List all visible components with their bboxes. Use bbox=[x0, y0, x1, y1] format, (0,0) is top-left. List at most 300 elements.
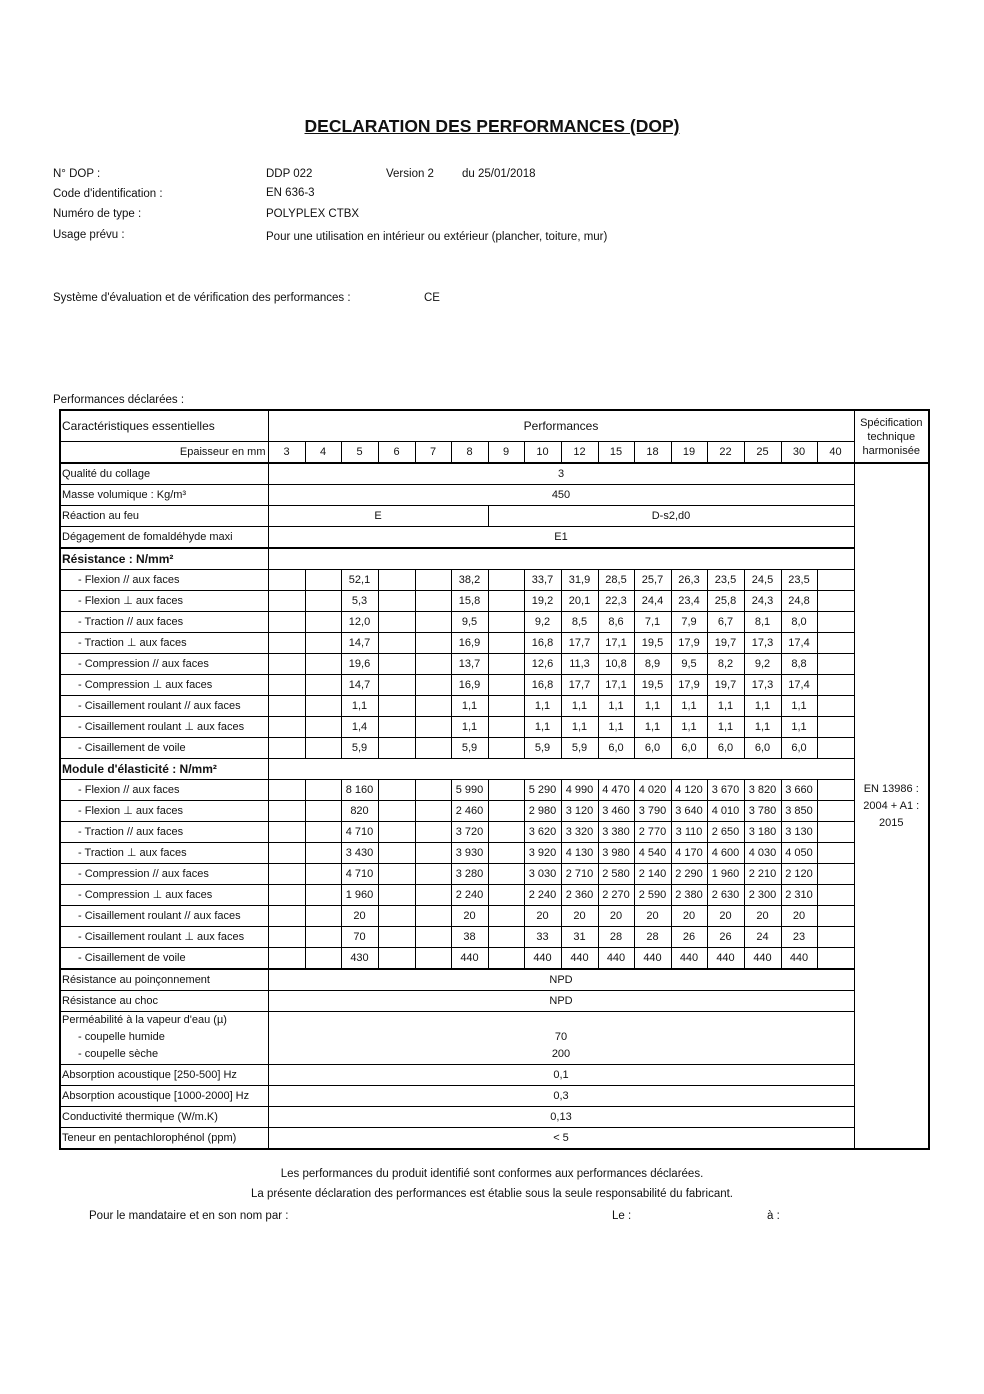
value-cell: 1,1 bbox=[744, 717, 781, 738]
value-cell: 5,9 bbox=[524, 738, 561, 759]
collage-label: Qualité du collage bbox=[60, 463, 268, 485]
value-cell: 1,1 bbox=[451, 696, 488, 717]
value-cell: 3 790 bbox=[634, 801, 671, 822]
thickness-header: 19 bbox=[671, 442, 707, 464]
value-cell: 440 bbox=[524, 948, 561, 970]
value-cell: 1,1 bbox=[707, 696, 744, 717]
value-cell bbox=[817, 696, 854, 717]
value-cell: 17,4 bbox=[781, 633, 817, 654]
value-cell: 20 bbox=[598, 906, 634, 927]
value-cell bbox=[415, 591, 451, 612]
feu-label: Réaction au feu bbox=[60, 506, 268, 527]
thickness-header: 5 bbox=[341, 442, 378, 464]
thickness-header: 15 bbox=[598, 442, 634, 464]
value-cell bbox=[817, 591, 854, 612]
value-cell: 20 bbox=[744, 906, 781, 927]
value-cell: 20 bbox=[451, 906, 488, 927]
value-cell: 17,9 bbox=[671, 675, 707, 696]
value-cell: 16,9 bbox=[451, 675, 488, 696]
value-cell: 16,9 bbox=[451, 633, 488, 654]
value-cell: 6,0 bbox=[671, 738, 707, 759]
value-cell: 3 030 bbox=[524, 864, 561, 885]
value-cell: 8,5 bbox=[561, 612, 598, 633]
value-cell: 9,5 bbox=[671, 654, 707, 675]
value-cell: 440 bbox=[781, 948, 817, 970]
value-cell: 19,7 bbox=[707, 633, 744, 654]
value-cell bbox=[305, 696, 341, 717]
value-cell bbox=[378, 906, 415, 927]
value-cell: 16,8 bbox=[524, 675, 561, 696]
value-cell: 2 240 bbox=[451, 885, 488, 906]
value-cell: 1,1 bbox=[561, 717, 598, 738]
acoustique-high-label: Absorption acoustique [1000-2000] Hz bbox=[60, 1086, 268, 1107]
value-cell bbox=[817, 822, 854, 843]
value-cell: 5 290 bbox=[524, 780, 561, 801]
resistance-section-spacer bbox=[268, 548, 854, 570]
value-cell: 14,7 bbox=[341, 633, 378, 654]
value-cell: 4 130 bbox=[561, 843, 598, 864]
value-cell bbox=[378, 927, 415, 948]
value-cell bbox=[415, 780, 451, 801]
value-cell: 820 bbox=[341, 801, 378, 822]
value-cell: 5 990 bbox=[451, 780, 488, 801]
value-cell: 440 bbox=[671, 948, 707, 970]
footer-conformity: Les performances du produit identifié sont conformes aux performances déclarées. bbox=[280, 1168, 704, 1180]
value-cell: 8,9 bbox=[634, 654, 671, 675]
value-cell: 19,7 bbox=[707, 675, 744, 696]
value-cell bbox=[488, 675, 524, 696]
resistance-section-title: Résistance : N/mm² bbox=[60, 548, 268, 570]
value-cell: 17,1 bbox=[598, 633, 634, 654]
table-row bbox=[60, 738, 929, 759]
value-cell bbox=[488, 654, 524, 675]
dop-value: DDP 022 bbox=[266, 168, 313, 180]
thickness-label: Epaisseur en mm bbox=[60, 442, 268, 464]
value-cell: 4 600 bbox=[707, 843, 744, 864]
value-cell: 11,3 bbox=[561, 654, 598, 675]
value-cell bbox=[817, 864, 854, 885]
value-cell: 17,7 bbox=[561, 633, 598, 654]
value-cell: 3 430 bbox=[341, 843, 378, 864]
value-cell bbox=[488, 822, 524, 843]
value-cell: 24 bbox=[744, 927, 781, 948]
value-cell bbox=[378, 591, 415, 612]
masse-value: 450 bbox=[268, 485, 854, 506]
value-cell bbox=[415, 612, 451, 633]
value-cell bbox=[415, 843, 451, 864]
value-cell: 20 bbox=[781, 906, 817, 927]
value-cell: 2 120 bbox=[781, 864, 817, 885]
humide-label: - coupelle humide bbox=[78, 1031, 165, 1043]
table-row bbox=[60, 570, 929, 591]
value-cell: 2 300 bbox=[744, 885, 781, 906]
formaldehyde-value: E1 bbox=[268, 527, 854, 549]
value-cell bbox=[415, 885, 451, 906]
value-cell: 1,4 bbox=[341, 717, 378, 738]
humide-value: 70 bbox=[554, 1031, 568, 1043]
code-label: Code d'identification : bbox=[53, 188, 163, 200]
value-cell: 1,1 bbox=[744, 696, 781, 717]
value-cell bbox=[305, 780, 341, 801]
value-cell: 1 960 bbox=[707, 864, 744, 885]
value-cell bbox=[817, 843, 854, 864]
value-cell: 440 bbox=[561, 948, 598, 970]
value-cell: 8,8 bbox=[781, 654, 817, 675]
value-cell bbox=[268, 654, 305, 675]
value-cell bbox=[305, 633, 341, 654]
value-cell: 2 770 bbox=[634, 822, 671, 843]
value-cell: 70 bbox=[341, 927, 378, 948]
type-label: Numéro de type : bbox=[53, 208, 142, 220]
value-cell: 12,6 bbox=[524, 654, 561, 675]
thickness-header: 25 bbox=[744, 442, 781, 464]
value-cell: 3 920 bbox=[524, 843, 561, 864]
value-cell: 20 bbox=[341, 906, 378, 927]
formaldehyde-label: Dégagement de fomaldéhyde maxi bbox=[60, 527, 268, 549]
value-cell: 25,8 bbox=[707, 591, 744, 612]
value-cell: 3 850 bbox=[781, 801, 817, 822]
value-cell: 17,3 bbox=[744, 675, 781, 696]
value-cell: 1,1 bbox=[524, 696, 561, 717]
value-cell: 20 bbox=[671, 906, 707, 927]
value-cell bbox=[817, 717, 854, 738]
value-cell: 28,5 bbox=[598, 570, 634, 591]
value-cell: 6,0 bbox=[634, 738, 671, 759]
value-cell bbox=[817, 927, 854, 948]
value-cell: 24,3 bbox=[744, 591, 781, 612]
value-cell: 31 bbox=[561, 927, 598, 948]
value-cell: 1,1 bbox=[671, 717, 707, 738]
value-cell: 26,3 bbox=[671, 570, 707, 591]
value-cell: 6,0 bbox=[598, 738, 634, 759]
col-characteristics-header: Caractéristiques essentielles bbox=[60, 410, 268, 442]
value-cell: 12,0 bbox=[341, 612, 378, 633]
value-cell: 5,3 bbox=[341, 591, 378, 612]
system-value: CE bbox=[424, 292, 440, 304]
value-cell: 8,1 bbox=[744, 612, 781, 633]
value-cell bbox=[305, 927, 341, 948]
value-cell bbox=[378, 738, 415, 759]
dop-version: Version 2 bbox=[386, 168, 434, 180]
vapeur-cell bbox=[60, 1012, 268, 1065]
value-cell: 3 620 bbox=[524, 822, 561, 843]
value-cell bbox=[268, 927, 305, 948]
thickness-header: 18 bbox=[634, 442, 671, 464]
value-cell bbox=[817, 906, 854, 927]
value-cell bbox=[488, 927, 524, 948]
dop-date: du 25/01/2018 bbox=[462, 168, 536, 180]
value-cell bbox=[817, 633, 854, 654]
thickness-header: 40 bbox=[817, 442, 854, 464]
table-row bbox=[60, 780, 929, 801]
thermique-label: Conductivité thermique (W/m.K) bbox=[60, 1107, 268, 1128]
value-cell bbox=[378, 843, 415, 864]
value-cell: 2 140 bbox=[634, 864, 671, 885]
value-cell bbox=[268, 633, 305, 654]
acoustique-low-value: 0,1 bbox=[268, 1065, 854, 1086]
value-cell: 52,1 bbox=[341, 570, 378, 591]
value-cell bbox=[305, 906, 341, 927]
value-cell: 28 bbox=[634, 927, 671, 948]
value-cell: 2 630 bbox=[707, 885, 744, 906]
collage-value: 3 bbox=[268, 463, 854, 485]
seche-label: - coupelle sèche bbox=[78, 1048, 159, 1060]
value-cell: 33,7 bbox=[524, 570, 561, 591]
table-row bbox=[60, 885, 929, 906]
dop-label: N° DOP : bbox=[53, 168, 101, 180]
value-cell: 14,7 bbox=[341, 675, 378, 696]
value-cell: 440 bbox=[598, 948, 634, 970]
value-cell: 2 580 bbox=[598, 864, 634, 885]
value-cell: 6,7 bbox=[707, 612, 744, 633]
value-cell: 26 bbox=[707, 927, 744, 948]
value-cell: 6,0 bbox=[744, 738, 781, 759]
value-cell bbox=[817, 570, 854, 591]
value-cell: 3 780 bbox=[744, 801, 781, 822]
col-spec-header: Spécification technique harmonisée bbox=[854, 410, 929, 463]
thickness-header: 8 bbox=[451, 442, 488, 464]
footer-responsibility: La présente déclaration des performances est établie sous la seule responsabilité du fabricant. bbox=[250, 1188, 733, 1200]
value-cell bbox=[305, 885, 341, 906]
value-cell: 5,9 bbox=[341, 738, 378, 759]
choc-value: NPD bbox=[268, 991, 854, 1012]
value-cell bbox=[268, 738, 305, 759]
value-cell: 4 120 bbox=[671, 780, 707, 801]
value-cell bbox=[817, 801, 854, 822]
value-cell: 33 bbox=[524, 927, 561, 948]
value-cell bbox=[415, 570, 451, 591]
value-cell: 3 980 bbox=[598, 843, 634, 864]
row-label: - Traction // aux faces bbox=[60, 612, 268, 633]
poinconnement-value: NPD bbox=[268, 969, 854, 991]
value-cell: 4 020 bbox=[634, 780, 671, 801]
value-cell bbox=[268, 801, 305, 822]
vapeur-values bbox=[268, 1012, 854, 1065]
value-cell bbox=[817, 654, 854, 675]
value-cell: 1,1 bbox=[781, 696, 817, 717]
value-cell bbox=[305, 675, 341, 696]
row-label: - Traction // aux faces bbox=[60, 822, 268, 843]
value-cell: 8,0 bbox=[781, 612, 817, 633]
value-cell bbox=[378, 822, 415, 843]
poinconnement-label: Résistance au poinçonnement bbox=[60, 969, 268, 991]
value-cell bbox=[817, 885, 854, 906]
value-cell: 2 650 bbox=[707, 822, 744, 843]
value-cell: 8 160 bbox=[341, 780, 378, 801]
value-cell: 430 bbox=[341, 948, 378, 970]
value-cell bbox=[488, 780, 524, 801]
value-cell bbox=[268, 780, 305, 801]
value-cell bbox=[378, 885, 415, 906]
table-row bbox=[60, 864, 929, 885]
value-cell: 17,7 bbox=[561, 675, 598, 696]
value-cell: 4 470 bbox=[598, 780, 634, 801]
value-cell: 4 010 bbox=[707, 801, 744, 822]
value-cell bbox=[488, 843, 524, 864]
row-label: - Cisaillement roulant // aux faces bbox=[60, 696, 268, 717]
performances-label: Performances déclarées : bbox=[53, 394, 185, 406]
value-cell: 28 bbox=[598, 927, 634, 948]
value-cell bbox=[817, 675, 854, 696]
performance-table bbox=[59, 409, 930, 1150]
value-cell bbox=[488, 906, 524, 927]
value-cell: 19,5 bbox=[634, 675, 671, 696]
value-cell: 20,1 bbox=[561, 591, 598, 612]
value-cell: 3 320 bbox=[561, 822, 598, 843]
value-cell: 2 710 bbox=[561, 864, 598, 885]
value-cell: 9,2 bbox=[524, 612, 561, 633]
row-label: - Cisaillement roulant ⊥ aux faces bbox=[60, 717, 268, 738]
value-cell: 3 930 bbox=[451, 843, 488, 864]
value-cell: 2 290 bbox=[671, 864, 707, 885]
masse-label: Masse volumique : Kg/m³ bbox=[60, 485, 268, 506]
value-cell bbox=[268, 864, 305, 885]
feu-value-e: E bbox=[268, 506, 488, 527]
value-cell: 2 460 bbox=[451, 801, 488, 822]
value-cell: 3 380 bbox=[598, 822, 634, 843]
footer-mandataire: Pour le mandataire et en son nom par : bbox=[89, 1210, 289, 1222]
value-cell bbox=[378, 864, 415, 885]
value-cell bbox=[305, 612, 341, 633]
pentachlorophenol-value: < 5 bbox=[268, 1128, 854, 1150]
thickness-header: 22 bbox=[707, 442, 744, 464]
row-label: - Compression // aux faces bbox=[60, 864, 268, 885]
vapeur-label: Perméabilité à la vapeur d'eau (µ) bbox=[62, 1014, 227, 1026]
value-cell: 20 bbox=[707, 906, 744, 927]
thickness-header: 10 bbox=[524, 442, 561, 464]
thickness-header: 3 bbox=[268, 442, 305, 464]
value-cell bbox=[305, 843, 341, 864]
value-cell bbox=[268, 696, 305, 717]
value-cell: 1,1 bbox=[598, 717, 634, 738]
value-cell: 3 460 bbox=[598, 801, 634, 822]
value-cell bbox=[415, 738, 451, 759]
code-value: EN 636-3 bbox=[266, 187, 315, 199]
value-cell: 24,8 bbox=[781, 591, 817, 612]
table-row bbox=[60, 633, 929, 654]
value-cell: 20 bbox=[561, 906, 598, 927]
value-cell: 6,0 bbox=[781, 738, 817, 759]
page-title: DECLARATION DES PERFORMANCES (DOP) bbox=[304, 116, 680, 136]
value-cell: 5,9 bbox=[451, 738, 488, 759]
thickness-header: 6 bbox=[378, 442, 415, 464]
value-cell: 23 bbox=[781, 927, 817, 948]
value-cell bbox=[305, 864, 341, 885]
value-cell: 2 980 bbox=[524, 801, 561, 822]
table-row bbox=[60, 948, 929, 970]
value-cell: 8,2 bbox=[707, 654, 744, 675]
table-row bbox=[60, 696, 929, 717]
feu-value-d: D-s2,d0 bbox=[488, 506, 854, 527]
table-row bbox=[60, 591, 929, 612]
value-cell: 4 050 bbox=[781, 843, 817, 864]
value-cell bbox=[488, 696, 524, 717]
value-cell: 440 bbox=[634, 948, 671, 970]
footer-date-label: Le : bbox=[612, 1210, 632, 1222]
value-cell: 4 710 bbox=[341, 864, 378, 885]
value-cell: 38 bbox=[451, 927, 488, 948]
value-cell: 13,7 bbox=[451, 654, 488, 675]
choc-label: Résistance au choc bbox=[60, 991, 268, 1012]
value-cell: 24,4 bbox=[634, 591, 671, 612]
value-cell: 1,1 bbox=[598, 696, 634, 717]
table-row bbox=[60, 612, 929, 633]
value-cell bbox=[488, 633, 524, 654]
value-cell: 24,5 bbox=[744, 570, 781, 591]
value-cell bbox=[488, 738, 524, 759]
value-cell bbox=[488, 591, 524, 612]
value-cell: 3 130 bbox=[781, 822, 817, 843]
value-cell bbox=[268, 675, 305, 696]
module-section-spacer bbox=[268, 759, 854, 780]
value-cell: 23,5 bbox=[707, 570, 744, 591]
table-row bbox=[60, 801, 929, 822]
value-cell bbox=[488, 864, 524, 885]
spec-value: EN 13986 : 2004 + A1 : 2015 bbox=[854, 463, 929, 1149]
system-label: Système d'évaluation et de vérification des performances : bbox=[53, 292, 351, 304]
value-cell: 9,2 bbox=[744, 654, 781, 675]
table-row bbox=[60, 822, 929, 843]
thickness-header: 12 bbox=[561, 442, 598, 464]
row-label: - Traction ⊥ aux faces bbox=[60, 843, 268, 864]
value-cell bbox=[268, 717, 305, 738]
value-cell: 17,3 bbox=[744, 633, 781, 654]
value-cell: 1,1 bbox=[341, 696, 378, 717]
value-cell: 3 120 bbox=[561, 801, 598, 822]
value-cell bbox=[488, 612, 524, 633]
row-label: - Traction ⊥ aux faces bbox=[60, 633, 268, 654]
value-cell: 25,7 bbox=[634, 570, 671, 591]
value-cell: 440 bbox=[707, 948, 744, 970]
value-cell bbox=[817, 780, 854, 801]
acoustique-high-value: 0,3 bbox=[268, 1086, 854, 1107]
value-cell bbox=[268, 906, 305, 927]
table-row bbox=[60, 906, 929, 927]
value-cell bbox=[305, 822, 341, 843]
value-cell bbox=[378, 801, 415, 822]
value-cell bbox=[415, 696, 451, 717]
value-cell: 20 bbox=[634, 906, 671, 927]
value-cell: 2 380 bbox=[671, 885, 707, 906]
value-cell: 17,1 bbox=[598, 675, 634, 696]
table-row bbox=[60, 654, 929, 675]
value-cell: 16,8 bbox=[524, 633, 561, 654]
row-label: - Compression ⊥ aux faces bbox=[60, 675, 268, 696]
value-cell: 2 360 bbox=[561, 885, 598, 906]
value-cell: 19,5 bbox=[634, 633, 671, 654]
value-cell bbox=[415, 948, 451, 970]
value-cell: 1,1 bbox=[707, 717, 744, 738]
value-cell: 1,1 bbox=[634, 717, 671, 738]
col-performances-header: Performances bbox=[268, 410, 854, 442]
usage-label: Usage prévu : bbox=[53, 229, 125, 241]
value-cell: 1,1 bbox=[561, 696, 598, 717]
value-cell bbox=[488, 885, 524, 906]
value-cell: 440 bbox=[744, 948, 781, 970]
value-cell bbox=[268, 570, 305, 591]
value-cell: 8,6 bbox=[598, 612, 634, 633]
value-cell: 20 bbox=[524, 906, 561, 927]
table-row bbox=[60, 927, 929, 948]
value-cell: 19,6 bbox=[341, 654, 378, 675]
footer-place-label: à : bbox=[767, 1210, 780, 1222]
value-cell: 1,1 bbox=[524, 717, 561, 738]
value-cell: 7,1 bbox=[634, 612, 671, 633]
thickness-header: 30 bbox=[781, 442, 817, 464]
value-cell bbox=[817, 612, 854, 633]
value-cell: 440 bbox=[451, 948, 488, 970]
value-cell: 4 540 bbox=[634, 843, 671, 864]
